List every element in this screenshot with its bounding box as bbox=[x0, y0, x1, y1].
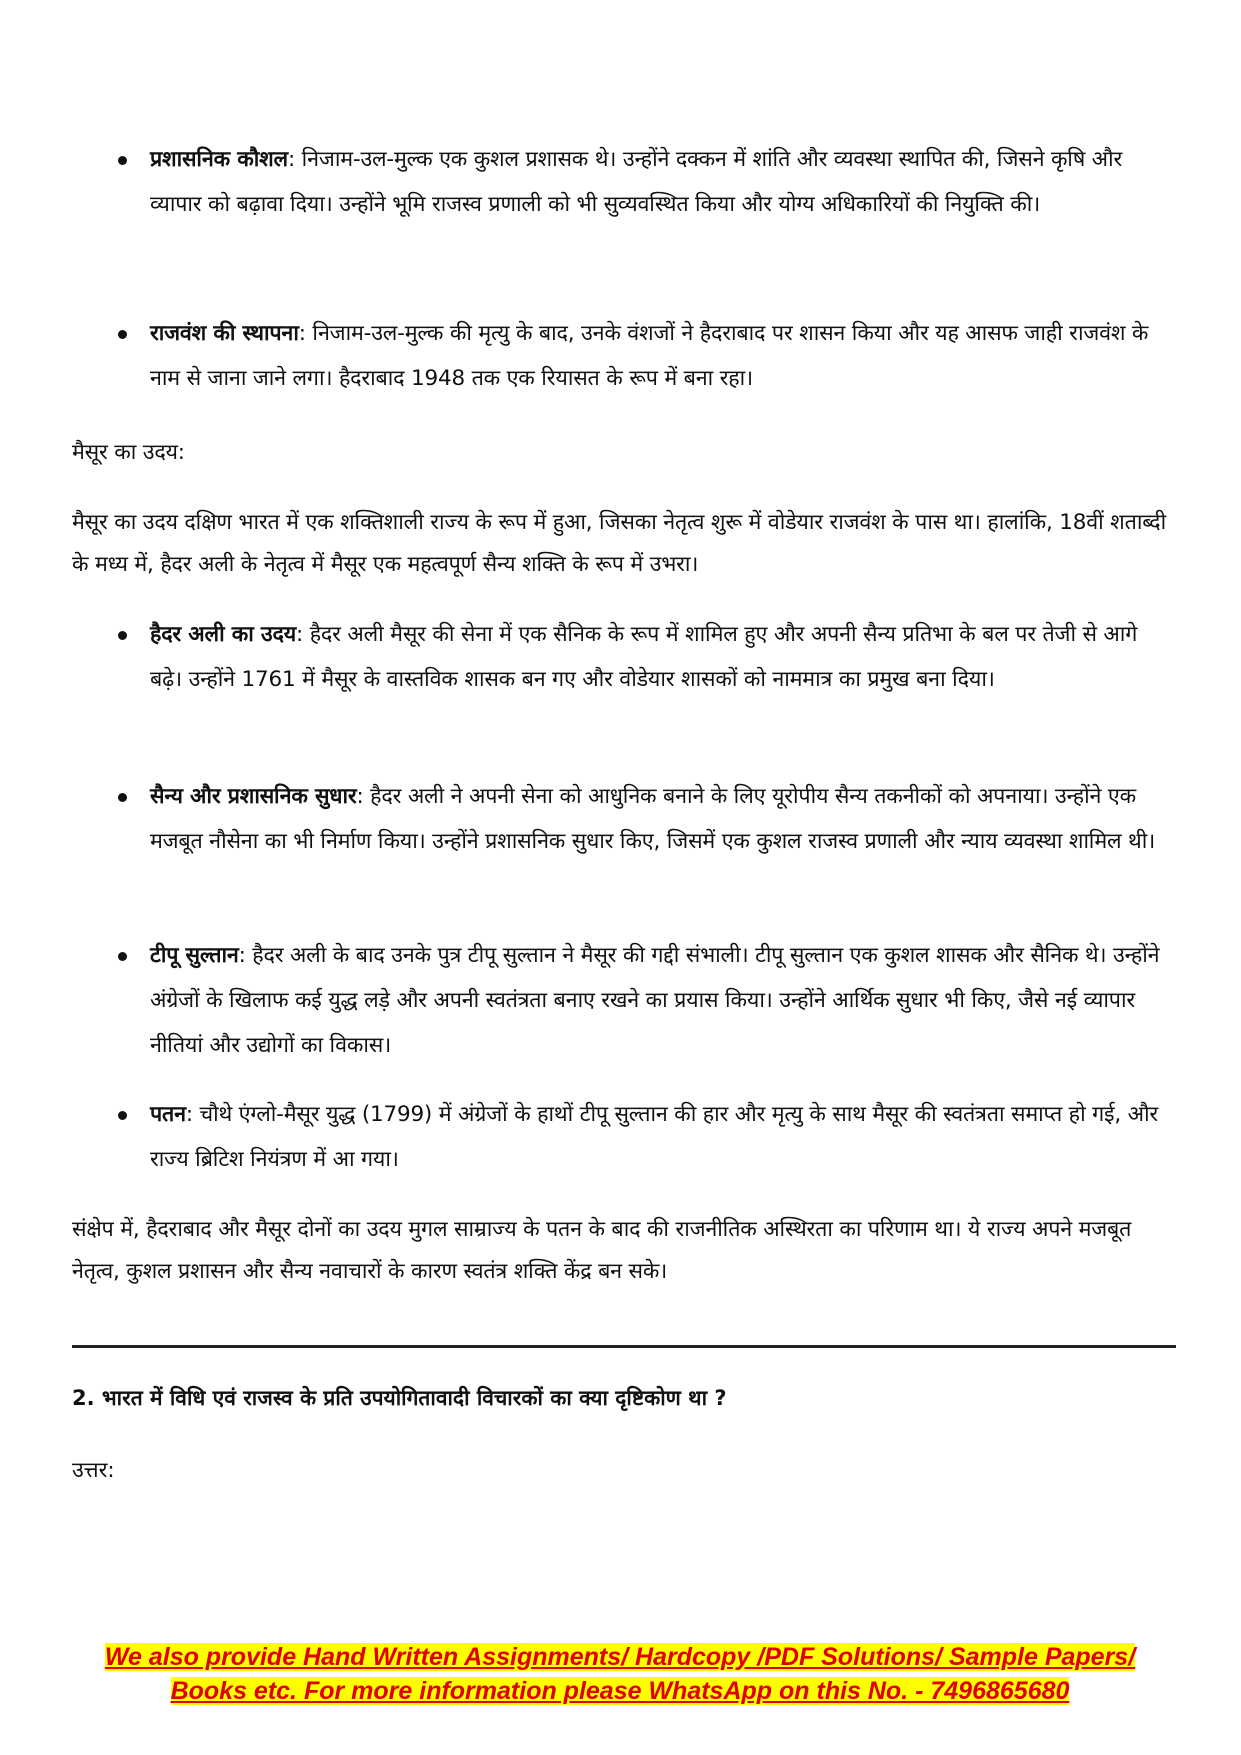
bullet-dynasty-establishment bbox=[150, 311, 1170, 401]
bullet-text: : निजाम-उल-मुल्क की मृत्यु के बाद, उनके वंशजों ने हैदराबाद पर शासन किया और यह आसफ जाही राजवंश के नाम से जाना जाने लगा। हैदराबाद 1948 तक एक रियासत के रूप में बना रहा। bbox=[150, 321, 1149, 391]
bullet-text: : हैदर अली मैसूर की सेना में एक सैनिक के रूप में शामिल हुए और अपनी सैन्य प्रतिभा के बल पर तेजी से आगे बढ़े। उन्होंने 1761 में मैसूर के वास्तविक शासक बन गए और वोडेयार शासकों को नाममात्र का प्रमुख बना दिया। bbox=[150, 622, 1138, 692]
bullet-dot bbox=[118, 793, 127, 802]
answer-label: उत्तर: bbox=[72, 1458, 115, 1483]
summary-paragraph: संक्षेप में, हैदराबाद और मैसूर दोनों का उदय मुगल साम्राज्य के पतन के बाद की राजनीतिक अस्थिरता का परिणाम था। ये राज्य अपने मजबूत नेतृत्व, कुशल प्रशासन और सैन्य नवाचारों के कारण स्वतंत्र शक्ति केंद्र बन सके। bbox=[72, 1217, 1132, 1284]
question-heading: 2. भारत में विधि एवं राजस्व के प्रति उपयोगितावादी विचारकों का क्या दृष्टिकोण था ? bbox=[72, 1386, 727, 1410]
bullet-dot bbox=[118, 330, 127, 339]
bullet-rise-of-hyder-ali bbox=[150, 612, 1170, 702]
bullet-text: : हैदर अली के बाद उनके पुत्र टीपू सुल्तान ने मैसूर की गद्दी संभाली। टीपू सुल्तान एक कुशल शासक और सैनिक थे। उन्होंने अंग्रेजों के खिलाफ कई युद्ध लड़े और अपनी स्वतंत्रता बनाए रखने का प्रयास किया। उन्होंने आर्थिक सुधार भी किए, जैसे नई व्यापार नीतियां और उद्योगों का विकास। bbox=[150, 943, 1160, 1058]
bullet-text: : चौथे एंग्लो-मैसूर युद्ध (1799) में अंग्रेजों के हाथों टीपू सुल्तान की हार और मृत्यु के साथ मैसूर की स्वतंत्रता समाप्त हो गई, और राज्य ब्रिटिश नियंत्रण में आ गया। bbox=[150, 1102, 1158, 1172]
bullet-text: : निजाम-उल-मुल्क एक कुशल प्रशासक थे। उन्होंने दक्कन में शांति और व्यवस्था स्थापित की, जिसने कृषि और व्यापार को बढ़ावा दिया। उन्होंने भूमि राजस्व प्रणाली को भी सुव्यवस्थित किया और योग्य अधिकारियों की नियुक्ति की। bbox=[150, 147, 1123, 217]
bullet-term: हैदर अली का उदय bbox=[150, 622, 297, 647]
bullet-dot bbox=[118, 156, 127, 165]
promo-banner bbox=[95, 1640, 1145, 1708]
bullet-military-admin-reforms bbox=[150, 774, 1170, 864]
bullet-dot bbox=[118, 1111, 127, 1120]
bullet-tipu-sultan bbox=[150, 933, 1170, 1068]
mysore-heading: मैसूर का उदय: bbox=[72, 440, 185, 465]
bullet-term: राजवंश की स्थापना bbox=[150, 321, 299, 346]
bullet-decline bbox=[150, 1092, 1170, 1182]
promo-line-1: We also provide Hand Written Assignments/ Hardcopy /PDF Solutions/ Sample Papers/ bbox=[104, 1643, 1136, 1671]
bullet-term: प्रशासनिक कौशल bbox=[150, 147, 288, 172]
mysore-intro-paragraph: मैसूर का उदय दक्षिण भारत में एक शक्तिशाली राज्य के रूप में हुआ, जिसका नेतृत्व शुरू में वोडेयार राजवंश के पास था। हालांकि, 18वीं शताब्दी के मध्य में, हैदर अली के नेतृत्व में मैसूर एक महत्वपूर्ण सैन्य शक्ति के रूप में उभरा। bbox=[72, 510, 1166, 577]
bullet-administrative-skill bbox=[150, 137, 1170, 227]
bullet-text: : हैदर अली ने अपनी सेना को आधुनिक बनाने के लिए यूरोपीय सैन्य तकनीकों को अपनाया। उन्होंने एक मजबूत नौसेना का भी निर्माण किया। उन्होंने प्रशासनिक सुधार किए, जिसमें एक कुशल राजस्व प्रणाली और न्याय व्यवस्था शामिल थी। bbox=[150, 784, 1156, 854]
bullet-term: सैन्य और प्रशासनिक सुधार bbox=[150, 784, 357, 809]
bullet-term: टीपू सुल्तान bbox=[150, 943, 239, 968]
section-divider bbox=[72, 1345, 1176, 1348]
bullet-term: पतन bbox=[150, 1102, 186, 1127]
promo-line-2: Books etc. For more information please WhatsApp on this No. - 7496865680 bbox=[170, 1677, 1070, 1705]
bullet-dot bbox=[118, 631, 127, 640]
bullet-dot bbox=[118, 952, 127, 961]
